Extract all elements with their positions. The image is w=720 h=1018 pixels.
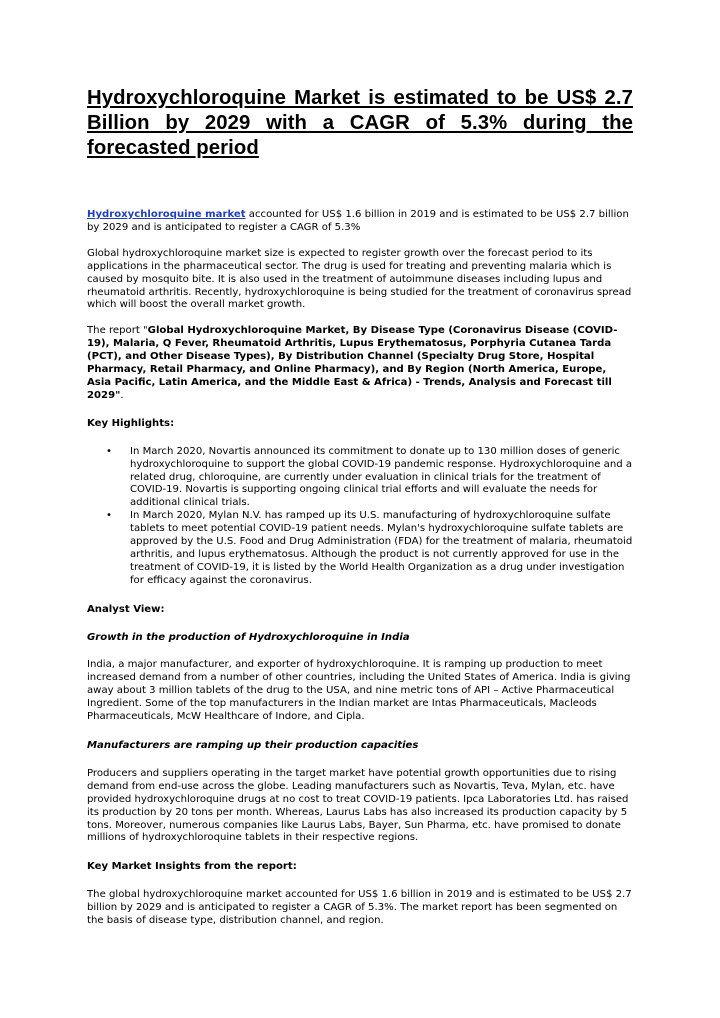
- report-paragraph: [87, 325, 633, 402]
- intro-text: accounted for US$ 1.6 billion in 2019 and is estimated to be US$ 2.7 billion by 2029 and is anticipated to register a CAGR of 5.3%: [87, 209, 629, 233]
- highlight-text: In March 2020, Mylan N.V. has ramped up its U.S. manufacturing of hydroxychloroquine sulfate tablets to meet potential COVID-19 patient needs. Mylan's hydroxychloroquine sulfate tablets are approved by the U.S. Food and Drug Administration (FDA) for the treatment of malaria, rheumatoid arthritis, and lupus erythematosus. Although the product is not currently approved for use in the treatment of COVID-19, it is listed by the World Health Organization as a drug under investigation for efficacy against the coronavirus.: [130, 510, 633, 586]
- bullet-icon: •: [106, 510, 112, 522]
- report-suffix: .: [120, 389, 124, 401]
- intro-paragraph: [87, 209, 633, 235]
- insights-heading: Key Market Insights from the report:: [87, 861, 297, 873]
- key-highlights-list: [87, 446, 633, 588]
- analyst-view-heading: Analyst View:: [87, 603, 165, 615]
- key-highlights-heading: Key Highlights:: [87, 417, 175, 429]
- bullet-icon: •: [106, 445, 112, 457]
- analyst-subheading-india: Growth in the production of Hydroxychloroquine in India: [87, 631, 410, 643]
- india-paragraph: India, a major manufacturer, and exporter of hydroxychloroquine. It is ramping up production to meet increased demand from a number of other countries, including the United States of America. India is giving away about 3 million tablets of the drug to the USA, and nine metric tons of API – Active Pharmaceutical Ingredient. Some of the top manufacturers in the Indian market are Intas Pharmaceuticals, Macleods Pharmaceuticals, McW Healthcare of Indore, and Cipla.: [87, 659, 631, 723]
- analyst-subheading-capacity: Manufacturers are ramping up their production capacities: [87, 740, 419, 751]
- global-market-paragraph: Global hydroxychloroquine market size is expected to register growth over the forecast period to its applications in the pharmaceutical sector. The drug is used for treating and preventing malaria which is caused by mosquito bite. It is also used in the treatment of autoimmune diseases including lupus and rheumatoid arthritis. Recently, hydroxychloroquine is being studied for the treatment of coronavirus spread which will boost the overall market growth.: [87, 247, 632, 311]
- report-title: Global Hydroxychloroquine Market, By Disease Type (Coronavirus Disease (COVID-19), Malaria, Q Fever, Rheumatoid Arthritis, Lupus Erythematosus, Porphyria Cutanea Tarda (PCT), and Other Disease Types), By Distribution Channel (Specialty Drug Store, Hospital Pharmacy, Retail Pharmacy, and Online Pharmacy), and By Region (North America, Europe, Asia Pacific, Latin America, and the Middle East & Africa) - Trends, Analysis and Forecast till 2029": [87, 325, 618, 401]
- capacity-paragraph: Producers and suppliers operating in the target market have potential growth opportunities due to rising demand from end-use across the globe. Leading manufacturers such as Novartis, Teva, Mylan, etc. have provided hydroxychloroquine drugs at no cost to treat COVID-19 patients. Ipca Laboratories Ltd. has raised its production by 20 tons per month. Whereas, Laurus Labs has also increased its production capacity by 5 tons. Moreover, numerous companies like Laurus Labs, Bayer, Sun Pharma, etc. have promised to donate millions of hydroxychloroquine tablets in their respective regions.: [87, 767, 629, 844]
- list-item: [87, 510, 633, 587]
- highlight-text: In March 2020, Novartis announced its commitment to donate up to 130 million doses of generic hydroxychloroquine to support the global COVID-19 pandemic response. Hydroxychloroquine and a related drug, chloroquine, are currently under evaluation in clinical trials for the treatment of COVID-19. Novartis is supporting ongoing clinical trial efforts and will evaluate the needs for additional clinical trials.: [130, 445, 633, 509]
- market-link[interactable]: Hydroxychloroquine market: [87, 209, 246, 220]
- document-page: [87, 86, 633, 928]
- report-prefix: The report ": [87, 325, 148, 337]
- insights-paragraph: The global hydroxychloroquine market accounted for US$ 1.6 billion in 2019 and is estimated to be US$ 2.7 billion by 2029 and is anticipated to register a CAGR of 5.3%. The market report has been segmented on the basis of disease type, distribution channel, and region.: [87, 889, 632, 927]
- page-title: Hydroxychloroquine Market is estimated to be US$ 2.7 Billion by 2029 with a CAGR of 5.3% during the forecasted period: [87, 87, 633, 159]
- list-item: [87, 446, 633, 511]
